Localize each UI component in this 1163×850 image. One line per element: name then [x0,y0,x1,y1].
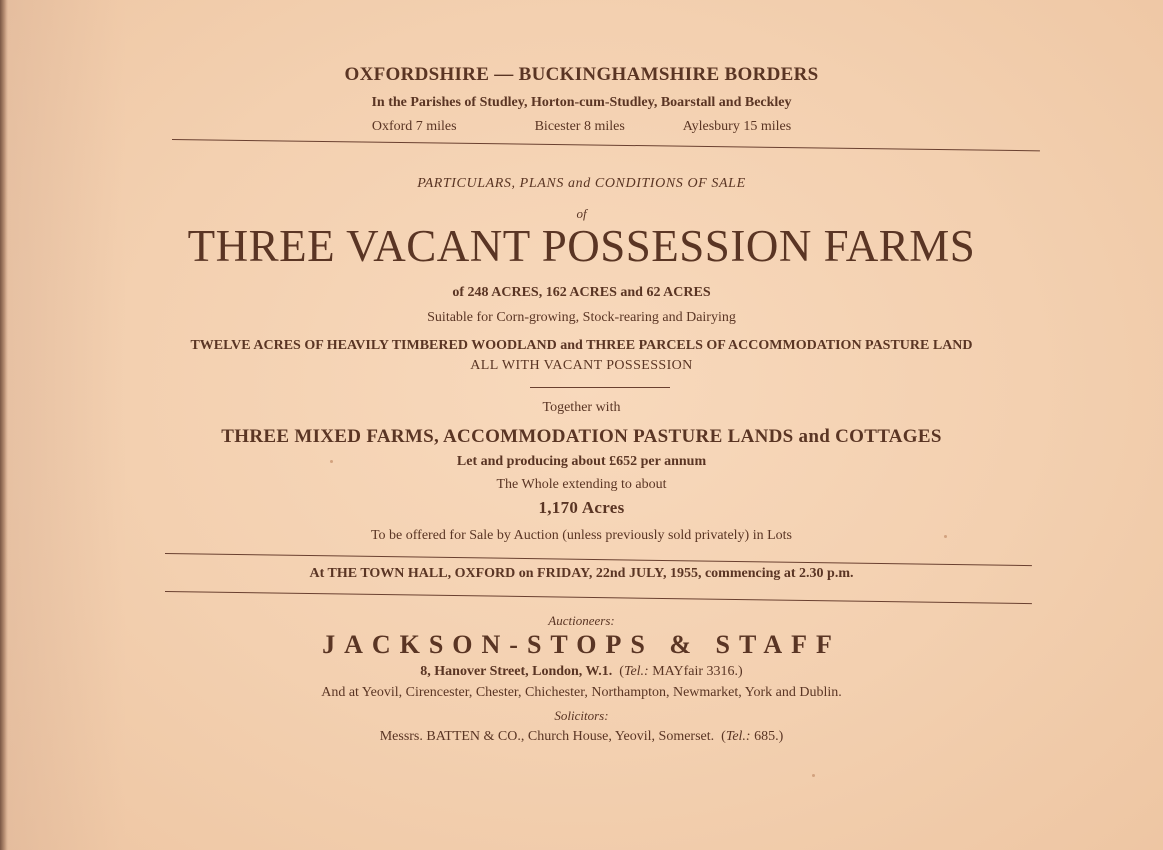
paper-speck [812,774,815,777]
solicitors-detail: Messrs. BATTEN & CO., Church House, Yeovil, Somerset. (Tel.: 685.) [379,729,784,744]
particulars-line: PARTICULARS, PLANS and CONDITIONS OF SALE [417,176,746,191]
acreage-line: of 248 ACRES, 162 ACRES and 62 ACRES [452,285,711,300]
distance-aylesbury: Aylesbury 15 miles [682,119,792,134]
auctioneer-tel: MAYfair 3316.) [652,664,743,679]
whole-extending-line: The Whole extending to about [496,477,667,492]
auctioneer-street: 8, Hanover Street, London, W.1. [420,664,613,679]
suitable-line: Suitable for Corn-growing, Stock-rearing and Dairying [427,310,736,325]
of-word: of [576,206,587,221]
header-divider [172,139,1040,151]
mixed-farms-heading: THREE MIXED FARMS, ACCOMMODATION PASTURE LANDS and COTTAGES [221,426,942,447]
distances-line [0,119,1163,135]
main-title: THREE VACANT POSSESSION FARMS [187,221,976,271]
short-divider [530,387,670,388]
solicitors-label: Solicitors: [554,708,609,723]
solicitors-tel: 685.) [754,729,784,744]
auction-date-line: At THE TOWN HALL, OXFORD on FRIDAY, 22nd JULY, 1955, commencing at 2.30 p.m. [309,566,854,581]
auction-bottom-divider [165,591,1032,604]
paper-speck [330,460,333,463]
total-acreage: 1,170 Acres [538,498,625,517]
income-line: Let and producing about £652 per annum [456,454,707,469]
solicitors-name: Messrs. BATTEN & CO., Church House, Yeovil, Somerset. [379,729,715,744]
woodland-line: TWELVE ACRES OF HEAVILY TIMBERED WOODLAND and THREE PARCELS OF ACCOMMODATION PASTURE LAND [190,338,973,353]
region-heading: OXFORDSHIRE — BUCKINGHAMSHIRE BORDERS [344,64,819,85]
solicitors-tel-label: Tel.: [725,729,751,744]
distance-bicester: Bicester 8 miles [534,119,625,134]
auction-offer-line: To be offered for Sale by Auction (unless previously sold privately) in Lots [370,528,792,543]
distance-oxford: Oxford 7 miles [371,119,457,134]
auctioneer-tel-label: Tel.: [623,664,649,679]
parishes-line: In the Parishes of Studley, Horton-cum-Studley, Boarstall and Beckley [371,95,792,110]
auctioneer-branches: And at Yeovil, Cirencester, Chester, Chichester, Northampton, Newmarket, York and Dublin. [321,685,842,700]
auctioneer-address: 8, Hanover Street, London, W.1. (Tel.: MAYfair 3316.) [420,664,743,679]
auction-top-divider [165,553,1032,566]
auctioneers-label: Auctioneers: [548,613,615,628]
all-vacant-line: ALL WITH VACANT POSSESSION [470,358,693,373]
paper-speck [944,535,947,538]
together-with-line: Together with [542,400,621,415]
auctioneer-firm-name: JACKSON-STOPS & STAFF [322,630,841,659]
